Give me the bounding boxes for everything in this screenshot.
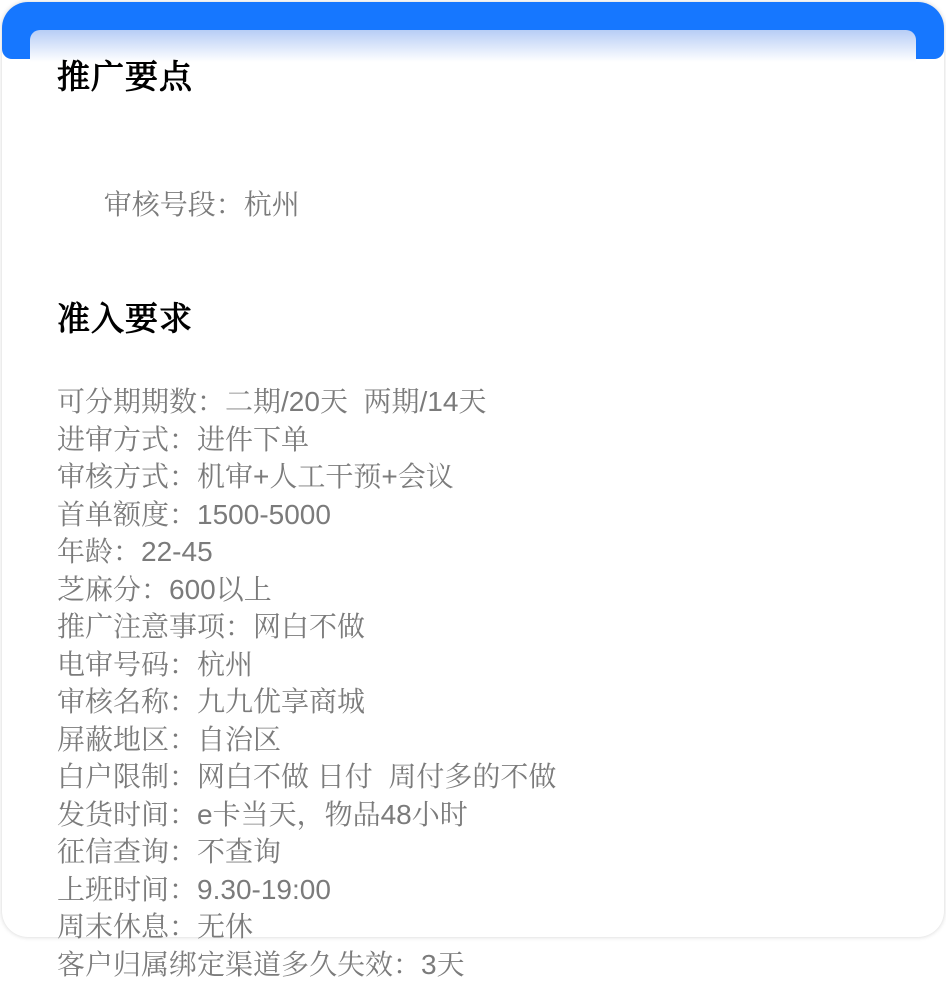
colon-separator: ：	[169, 461, 197, 492]
requirement-value: 22-45	[141, 536, 213, 567]
requirement-value: 进件下单	[197, 424, 309, 455]
audit-segment-value: 杭州	[244, 189, 300, 220]
requirement-label: 征信查询	[57, 836, 169, 867]
requirement-value: 无休	[197, 911, 253, 942]
requirement-row	[57, 796, 889, 834]
colon-separator: ：	[113, 536, 141, 567]
colon-separator: ：	[169, 499, 197, 530]
requirement-row	[57, 908, 889, 946]
colon-separator: ：	[169, 424, 197, 455]
colon-separator: ：	[169, 649, 197, 680]
requirement-row	[57, 646, 889, 684]
requirement-label: 上班时间	[57, 874, 169, 905]
requirement-label: 进审方式	[57, 424, 169, 455]
colon-separator: ：	[197, 386, 225, 417]
colon-separator: ：	[169, 686, 197, 717]
colon-separator: ：	[141, 574, 169, 605]
colon-separator: ：	[169, 836, 197, 867]
requirement-value: 杭州	[197, 649, 253, 680]
requirement-value: 网白不做	[253, 611, 365, 642]
requirement-label: 客户归属绑定渠道多久失效	[57, 949, 393, 980]
requirement-row	[57, 758, 889, 796]
requirement-row	[57, 683, 889, 721]
requirement-value: 二期/20天 两期/14天	[225, 386, 486, 417]
requirement-row	[57, 458, 889, 496]
requirement-value: 网白不做 日付 周付多的不做	[197, 761, 556, 792]
requirement-label: 发货时间	[57, 799, 169, 830]
requirement-row	[57, 533, 889, 571]
audit-segment-label: 审核号段	[104, 189, 216, 220]
requirement-row	[57, 571, 889, 609]
requirement-row	[57, 946, 889, 983]
colon-separator: ：	[216, 189, 244, 220]
requirement-label: 屏蔽地区	[57, 724, 169, 755]
requirement-value: 自治区	[197, 724, 281, 755]
info-card	[2, 2, 944, 937]
requirements-list	[57, 383, 889, 983]
requirement-row	[57, 383, 889, 421]
requirement-label: 周末休息	[57, 911, 169, 942]
requirement-label: 推广注意事项	[57, 611, 225, 642]
requirement-label: 审核方式	[57, 461, 169, 492]
requirement-value: 3天	[421, 949, 465, 980]
requirement-row	[57, 833, 889, 871]
audit-segment-line	[57, 149, 889, 260]
colon-separator: ：	[169, 799, 197, 830]
requirement-value: 9.30-19:00	[197, 874, 331, 905]
requirement-label: 年龄	[57, 536, 113, 567]
promo-section-title: 推广要点	[57, 56, 889, 97]
requirement-value: 不查询	[197, 836, 281, 867]
requirement-row	[57, 871, 889, 909]
requirement-value: 600以上	[169, 574, 272, 605]
requirement-row	[57, 721, 889, 759]
requirement-value: 九九优享商城	[197, 686, 365, 717]
colon-separator: ：	[393, 949, 421, 980]
requirement-value: e卡当天，物品48小时	[197, 799, 468, 830]
requirement-value: 1500-5000	[197, 499, 331, 530]
requirement-row	[57, 496, 889, 534]
requirement-value: 机审+人工干预+会议	[197, 461, 454, 492]
colon-separator: ：	[169, 761, 197, 792]
requirement-label: 芝麻分	[57, 574, 141, 605]
colon-separator: ：	[225, 611, 253, 642]
requirement-label: 白户限制	[57, 761, 169, 792]
requirement-row	[57, 608, 889, 646]
colon-separator: ：	[169, 724, 197, 755]
content-panel	[30, 30, 916, 937]
requirement-label: 电审号码	[57, 649, 169, 680]
requirement-label: 首单额度	[57, 499, 169, 530]
colon-separator: ：	[169, 911, 197, 942]
requirement-label: 可分期期数	[57, 386, 197, 417]
requirement-row	[57, 421, 889, 459]
requirements-section-title: 准入要求	[57, 298, 889, 339]
requirement-label: 审核名称	[57, 686, 169, 717]
colon-separator: ：	[169, 874, 197, 905]
